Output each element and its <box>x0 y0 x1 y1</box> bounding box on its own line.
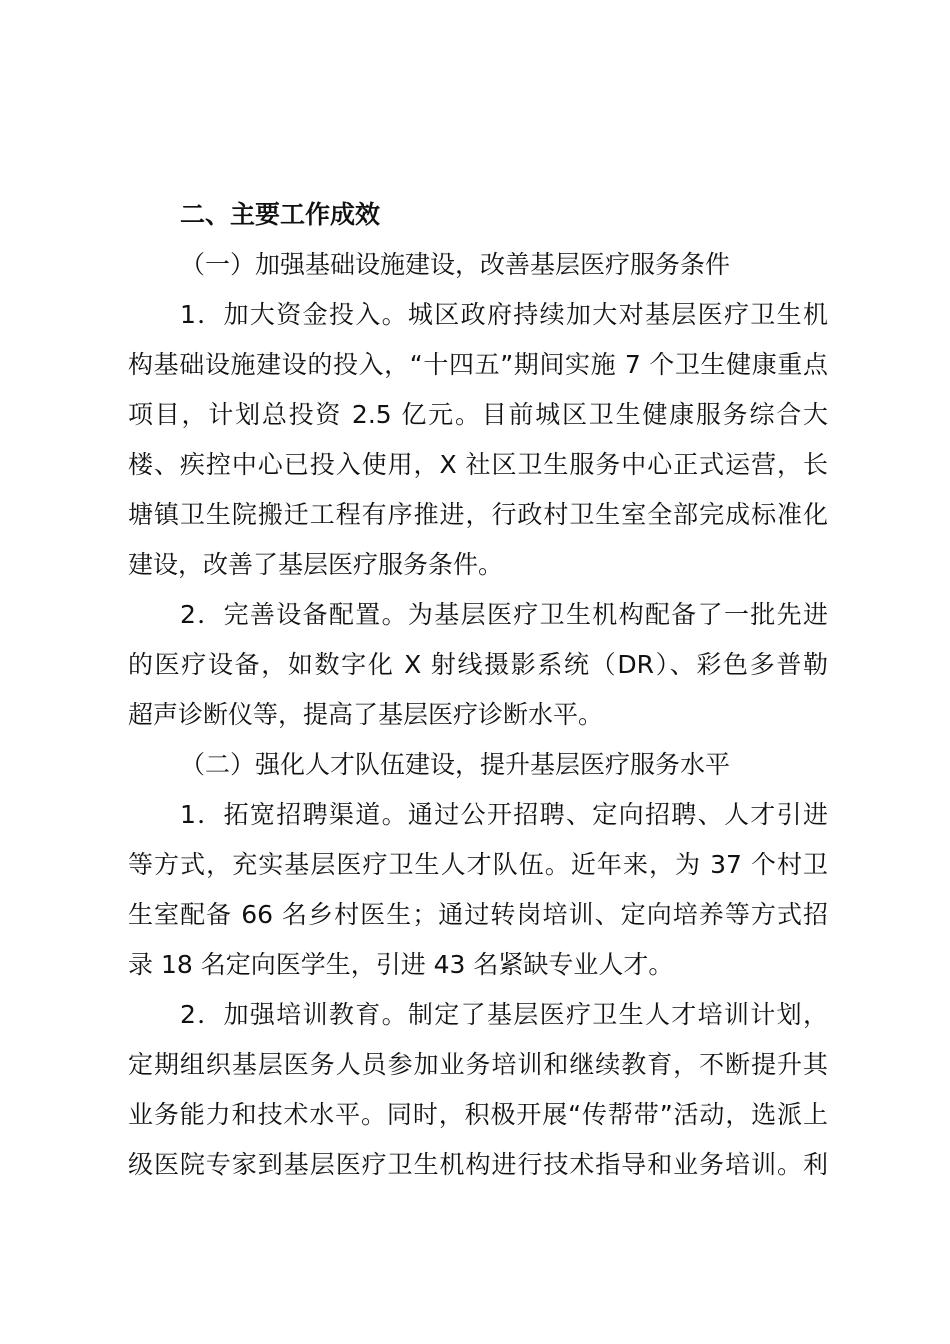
paragraph-line: 录 18 名定向医学生，引进 43 名紧缺专业人才。 <box>128 950 674 979</box>
paragraph-line: 超声诊断仪等，提高了基层医疗诊断水平。 <box>128 700 604 729</box>
paragraph-line: 塘镇卫生院搬迁工程有序推进，行政村卫生室全部完成标准化 <box>128 500 828 529</box>
paragraph-line: 定期组织基层医务人员参加业务培训和继续教育，不断提升其 <box>128 1050 828 1079</box>
paragraph-line: 构基础设施建设的投入，“十四五”期间实施 7 个卫生健康重点 <box>128 350 828 379</box>
paragraph-line: 级医院专家到基层医疗卫生机构进行技术指导和业务培训。利 <box>128 1150 828 1179</box>
section-heading: 二、主要工作成效 <box>180 200 381 229</box>
subsection-heading-1: （一）加强基础设施建设，改善基层医疗服务条件 <box>180 250 731 279</box>
paragraph-line: 业务能力和技术水平。同时，积极开展“传帮带”活动，选派上 <box>128 1100 828 1129</box>
paragraph-line: 1．拓宽招聘渠道。通过公开招聘、定向招聘、人才引进 <box>180 800 828 829</box>
paragraph-line: 2．完善设备配置。为基层医疗卫生机构配备了一批先进 <box>180 600 828 629</box>
paragraph-line: 的医疗设备，如数字化 X 射线摄影系统（DR）、彩色多普勒 <box>128 650 828 679</box>
paragraph-line: 等方式，充实基层医疗卫生人才队伍。近年来，为 37 个村卫 <box>128 850 828 879</box>
paragraph-line: 楼、疾控中心已投入使用，X 社区卫生服务中心正式运营，长 <box>128 450 828 479</box>
paragraph-line: 1．加大资金投入。城区政府持续加大对基层医疗卫生机 <box>180 300 828 329</box>
paragraph-line: 2．加强培训教育。制定了基层医疗卫生人才培训计划， <box>180 1000 828 1029</box>
subsection-heading-2: （二）强化人才队伍建设，提升基层医疗服务水平 <box>180 750 731 779</box>
paragraph-line: 项目，计划总投资 2.5 亿元。目前城区卫生健康服务综合大 <box>128 400 828 429</box>
paragraph-line: 生室配备 66 名乡村医生；通过转岗培训、定向培养等方式招 <box>128 900 828 929</box>
paragraph-line: 建设，改善了基层医疗服务条件。 <box>128 550 504 579</box>
